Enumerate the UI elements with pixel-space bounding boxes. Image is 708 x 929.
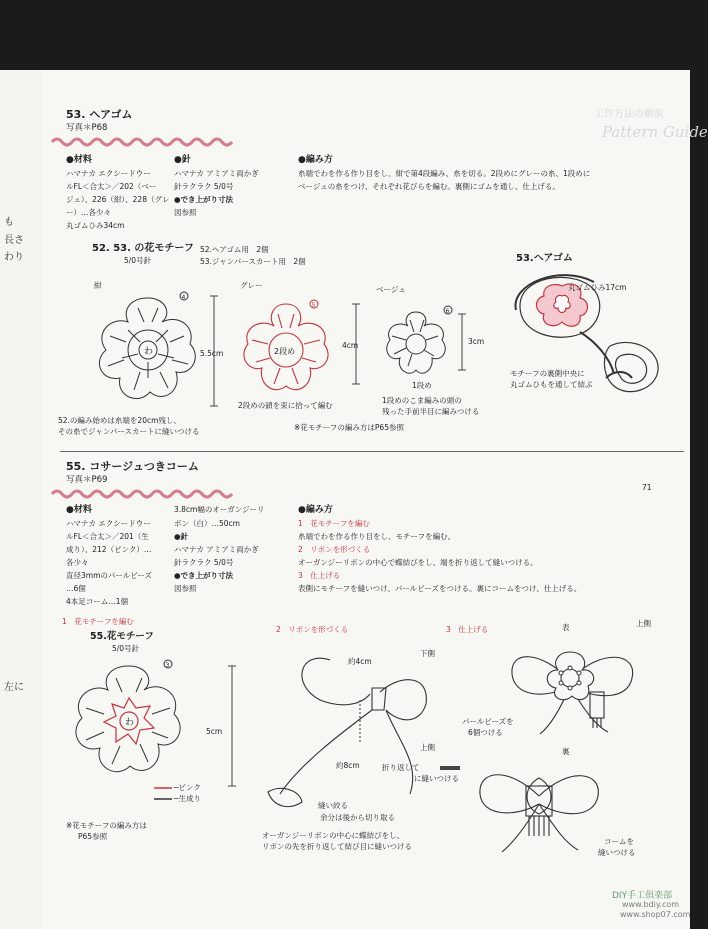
fig3-pearls-1: パールビーズを bbox=[462, 717, 514, 726]
beige-mark-6: 6 bbox=[445, 308, 450, 315]
edge-text-4: 左に bbox=[4, 682, 24, 693]
s55-material-1: ハマナカ エクシードウー bbox=[66, 519, 151, 528]
hair-title: 53.ヘアゴム bbox=[516, 253, 573, 264]
s55-materials-head: ●材料 bbox=[66, 505, 92, 515]
note-beige-2: 残った手前半目に編みつける bbox=[382, 407, 480, 416]
section55-title: 55. コサージュつきコーム bbox=[66, 460, 199, 473]
note-beige-1: 1段めのこま編みの頭の bbox=[382, 396, 462, 405]
note-52-2: その糸でジャンパースカートに縫いつける bbox=[58, 427, 200, 436]
faint-header-jp: 工作方法の解説 bbox=[594, 109, 664, 120]
section53-wavy-rule bbox=[52, 136, 232, 148]
s53-needle-1: ハマナカ アミアミ両かぎ bbox=[174, 169, 259, 178]
fig2-ribbon-illustration bbox=[260, 644, 440, 834]
section53-photo-ref: 写真＊P68 bbox=[66, 123, 108, 133]
s55-material-5: 直径3mmのパールビーズ bbox=[66, 571, 153, 580]
fig2-head: 2 リボンを形づくる bbox=[276, 625, 349, 634]
fig2-upper: 上側 bbox=[420, 743, 435, 752]
s53-motif-title: 52. 53. の花モチーフ bbox=[92, 243, 194, 254]
s55-material-6: …6個 bbox=[66, 584, 86, 593]
label-beige: ベージュ bbox=[376, 285, 406, 294]
navy-wa: わ bbox=[144, 347, 154, 357]
section-divider bbox=[60, 451, 684, 452]
s53-material-4: ー）…各少々 bbox=[66, 208, 111, 217]
s55-step3-body: 表側にモチーフを縫いつけ、パールビーズをつける。裏にコームをつけ、仕上げる。 bbox=[298, 584, 582, 593]
fig1-ref-1: ※花モチーフの編み方は bbox=[66, 821, 147, 830]
fig2-note-1: オーガンジーリボンの中心に蝶結びをし、 bbox=[262, 831, 405, 840]
s53-material-3: ジュ）、226（紺）、228（グレ bbox=[66, 195, 170, 204]
s55-needle-head: ●針 bbox=[174, 532, 189, 541]
s53-size: 図参照 bbox=[174, 208, 197, 217]
fig2-under: 下側 bbox=[420, 649, 435, 658]
fig1-wa: わ bbox=[125, 718, 135, 728]
s55-material-7: 4本足コーム…1個 bbox=[66, 597, 129, 606]
fig2-w8: 約8cm bbox=[336, 761, 360, 770]
s53-method-1: 糸端でわを作る作り目をし、紺で第4段編み、糸を切る。2段めにグレーの糸、1段めに bbox=[298, 169, 591, 178]
gray-mark-5: 5 bbox=[311, 302, 316, 309]
s55-ribbon-1: 3.8cm幅のオーガンジーリ bbox=[174, 505, 265, 514]
fig2-gather: 縫い絞る bbox=[318, 801, 348, 810]
fig1-mark-3: 3 bbox=[165, 662, 170, 669]
s55-step2-head: 2 リボンを形づくる bbox=[298, 545, 371, 554]
navy-flower-chart bbox=[88, 292, 208, 412]
fig1-title: 55.花モチーフ bbox=[90, 631, 154, 642]
s55-material-2: ルFL＜合太＞／201（生 bbox=[66, 532, 149, 541]
s53-size-head: ●でき上がり寸法 bbox=[174, 195, 234, 204]
s55-needle-2: 針ラクラク 5/0号 bbox=[174, 558, 234, 567]
fig3-head: 3 仕上げる bbox=[446, 625, 489, 634]
fig3-back-illustration bbox=[464, 756, 614, 856]
dim-3cm: 3cm bbox=[468, 337, 485, 346]
legend-natural: ─生成り bbox=[174, 794, 202, 803]
label-navy: 紺 bbox=[94, 281, 102, 290]
s53-usage-1: 52.ヘアゴム用 2個 bbox=[200, 245, 269, 254]
s55-size-head: ●でき上がり寸法 bbox=[174, 571, 234, 580]
gray-row2: 2段め bbox=[274, 347, 296, 356]
fig2-note-2: リボンの先を折り返して結び目に縫いつける bbox=[262, 842, 412, 851]
fig3-comb-1: コームを bbox=[604, 837, 634, 846]
hair-note-1: モチーフの裏側中央に bbox=[510, 369, 585, 378]
fig1-dim: 5cm bbox=[206, 727, 223, 736]
s53-needle-2: 針ラクラク 5/0号 bbox=[174, 182, 234, 191]
dim-line-3 bbox=[458, 314, 466, 370]
page-number: 71 bbox=[642, 483, 652, 492]
s55-step3-head: 3 仕上げる bbox=[298, 571, 341, 580]
s55-step1-head: 1 花モチーフを編む bbox=[298, 519, 370, 528]
s55-needle-1: ハマナカ アミアミ両かぎ bbox=[174, 545, 259, 554]
s53-material-5: 丸ゴムひみ34cm bbox=[66, 221, 125, 230]
navy-mark-4: 4 bbox=[181, 294, 186, 301]
fig2-fold-1: 折り返して bbox=[382, 763, 420, 772]
gray-flower-chart bbox=[236, 300, 336, 400]
fig1-dim-line bbox=[228, 666, 236, 786]
watermark-2: www.bdiy.com bbox=[622, 900, 680, 909]
s53-materials-head: ●材料 bbox=[66, 155, 92, 165]
dim-4cm: 4cm bbox=[342, 341, 359, 350]
previous-page-edge bbox=[0, 70, 43, 929]
s53-method-2: ベージュの糸をつけ、それぞれ花びらを編む。裏側にゴムを通し、仕上げる。 bbox=[298, 182, 560, 191]
dim-5-5cm: 5.5cm bbox=[200, 349, 224, 358]
s55-ribbon-2: ボン（白）…50cm bbox=[174, 519, 240, 528]
s53-material-1: ハマナカ エクシードウー bbox=[66, 169, 151, 178]
fig3-comb-2: 縫いつける bbox=[598, 848, 636, 857]
note-52-1: 52.の編み始めは糸端を20cm残し、 bbox=[58, 416, 181, 425]
note-gray: 2段めの鎖を束に拾って編む bbox=[238, 401, 333, 410]
fig1-ref-2: P65参照 bbox=[78, 832, 108, 841]
label-gray: グレー bbox=[240, 281, 263, 290]
beige-flower-chart bbox=[376, 306, 456, 386]
fig2-w4: 約4cm bbox=[348, 657, 372, 666]
s53-method-head: ●編み方 bbox=[298, 155, 333, 165]
s55-step2-body: オーガンジーリボンの中心で蝶結びをし、端を折り返して縫いつける。 bbox=[298, 558, 538, 567]
fig3-front: 表 bbox=[562, 623, 570, 632]
s55-size: 図参照 bbox=[174, 584, 197, 593]
s53-ref-note: ※花モチーフの編み方はP65参照 bbox=[294, 423, 404, 432]
s55-material-3: 成り）、212（ピンク）… bbox=[66, 545, 152, 554]
page-sheet bbox=[42, 70, 708, 929]
watermark-3: www.shop07.com bbox=[620, 910, 691, 919]
s55-method-head: ●編み方 bbox=[298, 505, 333, 515]
faint-header-en: Pattern Guide bbox=[602, 123, 708, 141]
edge-text-3: わり bbox=[4, 252, 24, 263]
edge-text-1: も bbox=[4, 217, 14, 228]
section53-title: 53. ヘアゴム bbox=[66, 108, 133, 121]
s53-needle-head: ●針 bbox=[174, 155, 191, 165]
fig1-flower-chart bbox=[64, 658, 194, 788]
s55-step1-body: 糸端でわを作る作り目をし、モチーフを編む。 bbox=[298, 532, 456, 541]
edge-text-2: 長さ bbox=[4, 235, 24, 246]
legend-swatches bbox=[154, 784, 174, 804]
fig3-pearls-2: 6個つける bbox=[468, 728, 503, 737]
section55-wavy-rule bbox=[52, 488, 232, 500]
s53-usage-2: 53.ジャンパースカート用 2個 bbox=[200, 257, 306, 266]
fig2-fold-2: に縫いつける bbox=[414, 774, 459, 783]
hair-note-2: 丸ゴムひもを通して結ぶ bbox=[510, 380, 593, 389]
hair-cord: 丸ゴムひみ17cm bbox=[568, 283, 627, 292]
s55-material-4: 各少々 bbox=[66, 558, 89, 567]
s53-material-2: ルFL＜合太＞／202（ベー bbox=[66, 182, 157, 191]
fig3-upper: 上側 bbox=[636, 619, 651, 628]
legend-pink: ─ピンク bbox=[174, 783, 201, 792]
fig1-head: 1 花モチーフを編む bbox=[62, 617, 134, 626]
fig2-trim: 余分は後から切り取る bbox=[320, 813, 395, 822]
section55-photo-ref: 写真＊P69 bbox=[66, 475, 108, 485]
fig1-hook: 5/0号針 bbox=[112, 644, 140, 653]
watermark-1: DIY手工俱楽部 bbox=[612, 891, 673, 901]
s53-motif-hook: 5/0号針 bbox=[124, 256, 152, 265]
beige-row1: 1段め bbox=[412, 381, 432, 390]
fig3-back: 裏 bbox=[562, 747, 570, 756]
fig3-front-illustration bbox=[500, 630, 640, 740]
